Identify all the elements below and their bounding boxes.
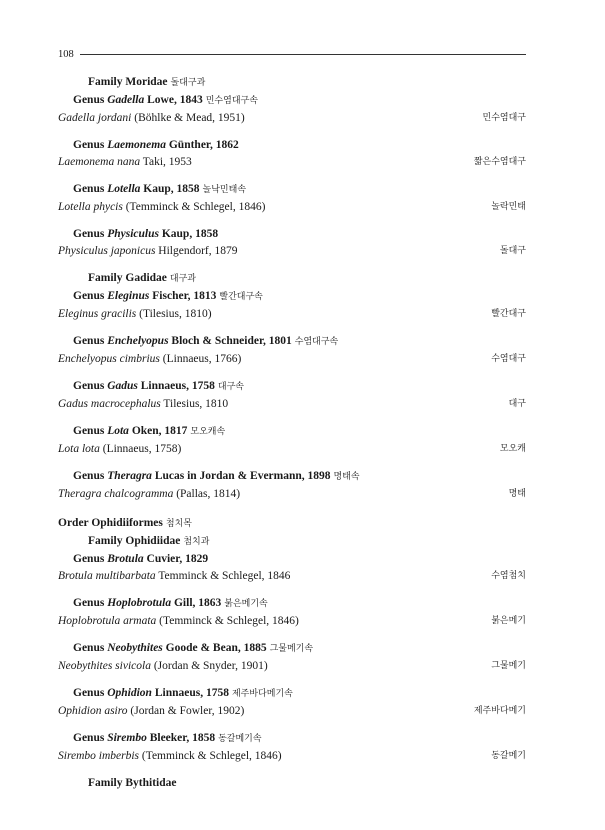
entry-spacer [58,675,526,685]
genus-label: Genus [73,290,108,302]
genus-korean-name: 그물메기속 [269,644,314,654]
genus-label: Genus [73,335,108,347]
species-korean-name: 놀락민태 [491,202,526,212]
genus-author: Linnaeus, 1758 [137,380,215,392]
order-korean-name: 첨치목 [165,519,192,529]
genus-author: Linnaeus, 1758 [151,687,229,699]
species-row [58,658,526,675]
species-scientific [58,396,228,413]
genus-label: Genus [73,425,108,437]
genus-korean-name: 민수염대구속 [205,96,258,106]
genus-korean-name: 명태속 [333,472,360,482]
species-row [58,568,526,585]
species-scientific [58,613,299,630]
species-name: Brotula multibarbata [58,570,156,582]
genus-label: Genus [73,380,108,392]
species-korean-name: 그물메기 [491,661,526,671]
species-name: Lota lota [58,443,100,455]
entry-spacer [58,413,526,423]
species-author: (Böhlke & Mead, 1951) [131,112,245,124]
genus-heading [58,595,526,613]
entry-spacer [58,765,526,775]
genus-author: Goode & Bean, 1885 [162,642,267,654]
genus-heading [58,226,526,243]
genus-author: Gill, 1863 [171,597,222,609]
entry-spacer [58,630,526,640]
genus-korean-name: 대구속 [217,382,244,392]
genus-label: Genus [73,687,108,699]
genus-author: Oken, 1817 [128,425,188,437]
genus-heading [58,288,526,306]
genus-label: Genus [73,597,108,609]
entry-spacer [58,260,526,270]
species-scientific [58,306,212,323]
species-scientific [58,703,244,720]
family-name: Family Ophidiidae [88,535,181,547]
genus-label: Genus [73,94,108,106]
genus-korean-name: 제주바다메기속 [231,689,293,699]
genus-heading [58,551,526,568]
species-name: Neobythites sivicola [58,660,151,672]
family-heading [58,775,526,792]
species-scientific [58,154,192,171]
species-korean-name: 짧은수염대구 [473,157,526,167]
entry-spacer [58,216,526,226]
genus-heading [58,468,526,486]
species-name: Hoplobrotula armata [58,615,157,627]
genus-author: Fischer, 1813 [149,290,217,302]
species-row [58,441,526,458]
species-scientific [58,243,238,260]
genus-author: Kaup, 1858 [140,183,200,195]
species-row [58,396,526,413]
species-name: Theragra chalcogramma [58,488,174,500]
species-name: Sirembo imberbis [58,750,140,762]
entry-spacer [58,368,526,378]
entry-spacer [58,458,526,468]
family-name: Family Gadidae [88,272,167,284]
species-scientific [58,658,268,675]
genus-name: Neobythites [107,642,163,654]
species-author: (Temminck & Schlegel, 1846) [156,615,299,627]
species-name: Lotella phycis [58,201,123,213]
genus-label: Genus [73,228,108,240]
genus-name: Ophidion [107,687,152,699]
species-author: (Tilesius, 1810) [136,308,212,320]
genus-heading [58,92,526,110]
species-row [58,110,526,127]
species-row [58,154,526,171]
species-row [58,306,526,323]
genus-heading [58,423,526,441]
species-author: (Temminck & Schlegel, 1846) [122,201,266,213]
species-scientific [58,441,181,458]
species-scientific [58,748,282,765]
species-author: Hilgendorf, 1879 [155,245,238,257]
species-name: Eleginus gracilis [58,308,137,320]
species-korean-name: 수염첨치 [491,571,526,581]
family-korean-name: 첨치과 [183,537,210,547]
genus-korean-name: 모오캐속 [190,427,226,437]
genus-label: Genus [73,553,108,565]
genus-korean-name: 놀낙민태속 [202,185,247,195]
genus-author: Lucas in Jordan & Evermann, 1898 [151,470,331,482]
species-korean-name: 동갈메기 [491,751,526,761]
genus-korean-name: 수염대구속 [294,337,339,347]
genus-label: Genus [73,470,108,482]
genus-name: Laemonema [107,139,166,151]
species-name: Enchelyopus cimbrius [58,353,160,365]
species-korean-name: 빨간대구 [491,309,526,319]
genus-label: Genus [73,732,108,744]
species-author: Taki, 1953 [140,156,192,168]
species-author: (Temminck & Schlegel, 1846) [139,750,282,762]
genus-name: Enchelyopus [107,335,169,347]
species-name: Ophidion asiro [58,705,128,717]
genus-author: Bleeker, 1858 [146,732,216,744]
genus-heading [58,333,526,351]
family-heading [58,533,526,551]
species-korean-name: 민수염대구 [482,113,526,123]
species-row [58,748,526,765]
species-korean-name: 모오캐 [499,444,526,454]
genus-korean-name: 동갈메기속 [218,734,262,744]
genus-name: Theragra [107,470,152,482]
taxonomy-list [58,74,526,792]
genus-name: Lotella [107,183,141,195]
genus-author: Günther, 1862 [165,139,239,151]
genus-label: Genus [73,183,108,195]
species-row [58,486,526,503]
species-scientific [58,110,245,127]
genus-heading [58,640,526,658]
entry-spacer [58,323,526,333]
species-row [58,199,526,216]
species-row [58,703,526,720]
genus-name: Gadella [107,94,145,106]
species-korean-name: 명태 [508,489,526,499]
entry-spacer [58,171,526,181]
entry-spacer [58,503,526,515]
species-name: Gadus macrocephalus [58,398,161,410]
genus-heading [58,685,526,703]
genus-name: Brotula [107,553,144,565]
species-row [58,243,526,260]
family-name: Family Moridae [88,76,168,88]
species-author: Temminck & Schlegel, 1846 [155,570,291,582]
species-korean-name: 붉은메기 [491,616,526,626]
species-author: (Jordan & Fowler, 1902) [127,705,245,717]
genus-heading [58,378,526,396]
family-korean-name: 돌대구과 [170,78,206,88]
genus-name: Sirembo [107,732,147,744]
species-author: (Linnaeus, 1758) [99,443,182,455]
family-heading [58,74,526,92]
family-heading [58,270,526,288]
genus-name: Physiculus [107,228,159,240]
genus-name: Hoplobrotula [107,597,172,609]
genus-name: Gadus [107,380,138,392]
species-korean-name: 제주바다메기 [473,706,526,716]
genus-author: Cuvier, 1829 [143,553,209,565]
species-scientific [58,351,241,368]
species-author: (Linnaeus, 1766) [159,353,242,365]
order-name: Order Ophidiiformes [58,517,163,529]
genus-name: Eleginus [107,290,150,302]
species-row [58,351,526,368]
header-rule [80,54,526,55]
genus-korean-name: 붉은메기속 [224,599,268,609]
genus-author: Bloch & Schneider, 1801 [168,335,292,347]
genus-author: Lowe, 1843 [144,94,203,106]
species-author: Tilesius, 1810 [160,398,229,410]
species-korean-name: 수염대구 [491,354,526,364]
species-scientific [58,199,265,216]
species-name: Laemonema nana [58,156,141,168]
genus-label: Genus [73,139,108,151]
order-heading [58,515,526,533]
genus-heading [58,730,526,748]
species-korean-name: 대구 [508,399,526,409]
genus-author: Kaup, 1858 [158,228,219,240]
genus-label: Genus [73,642,108,654]
species-row [58,613,526,630]
page-number: 108 [58,48,74,60]
family-korean-name: 대구과 [169,274,196,284]
species-author: (Pallas, 1814) [173,488,241,500]
page-header [58,46,526,62]
species-name: Gadella jordani [58,112,132,124]
species-korean-name: 돌대구 [499,246,526,256]
entry-spacer [58,127,526,137]
species-scientific [58,568,290,585]
species-name: Physiculus japonicus [58,245,156,257]
species-author: (Jordan & Snyder, 1901) [150,660,268,672]
entry-spacer [58,585,526,595]
genus-heading [58,137,526,154]
family-name: Family Bythitidae [88,777,177,789]
genus-name: Lota [107,425,129,437]
entry-spacer [58,720,526,730]
genus-heading [58,181,526,199]
species-scientific [58,486,240,503]
genus-korean-name: 빨간대구속 [219,292,263,302]
